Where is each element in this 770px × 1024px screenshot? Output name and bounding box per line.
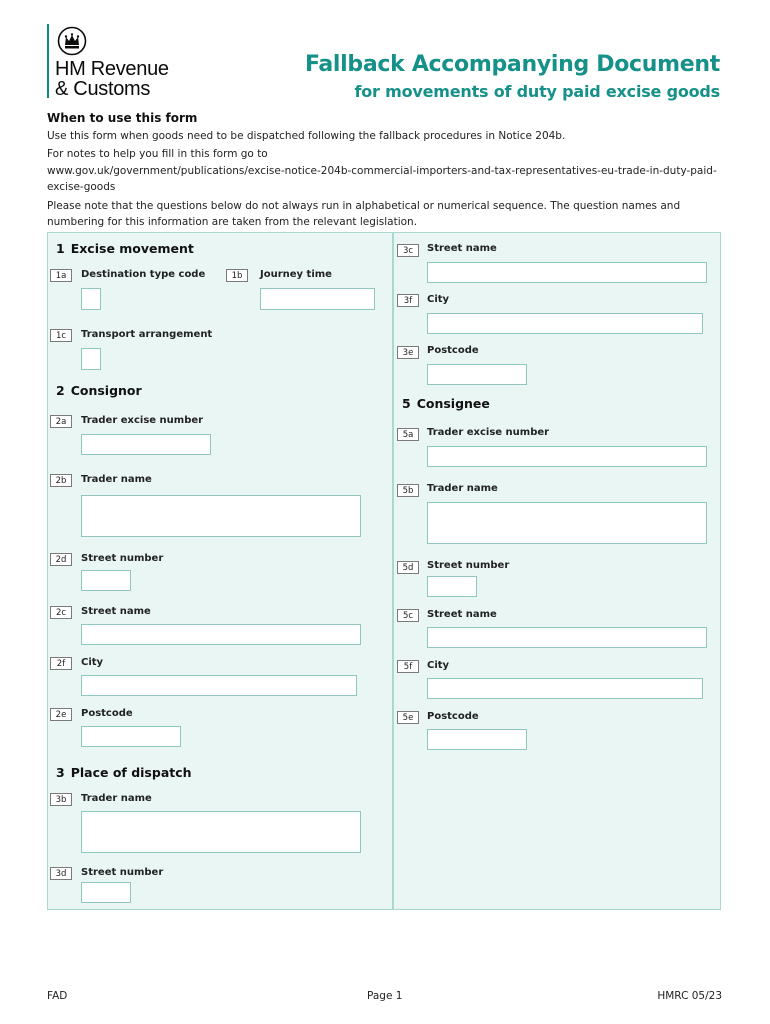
consignor-street-name-field[interactable] [81,624,361,645]
question-label-1b: Journey time [260,269,332,280]
question-label-5c: Street name [427,609,497,620]
question-number-5f: 5f [397,660,419,673]
question-label-3e: Postcode [427,345,479,356]
consignor-excise-number-field[interactable] [81,434,211,455]
section-number: 3 [56,765,65,780]
question-label-2c: Street name [81,606,151,617]
column-divider [392,232,394,910]
section-title: Consignor [70,383,142,398]
logo-bar [47,24,49,98]
question-number-1a: 1a [50,269,72,282]
consignee-street-number-field[interactable] [427,576,477,597]
question-number-5c: 5c [397,609,419,622]
dispatch-street-number-field[interactable] [81,882,131,903]
logo-text [55,59,169,99]
question-label-5a: Trader excise number [427,427,550,438]
form-title: Fallback Accompanying Document [304,52,720,77]
section-excise-movement [56,241,194,256]
question-label-3d: Street number [81,867,164,878]
intro-section [47,110,727,233]
question-label-2d: Street number [81,553,164,564]
question-number-3d: 3d [50,867,72,880]
question-number-1b: 1b [226,269,248,282]
footer-form-code: FAD [47,990,68,1002]
consignor-street-number-field[interactable] [81,570,131,591]
question-label-5d: Street number [427,560,510,571]
logo-line-1: HM Revenue [55,58,169,80]
consignee-excise-number-field[interactable] [427,446,707,467]
question-number-2d: 2d [50,553,72,566]
dispatch-city-field[interactable] [427,313,703,334]
question-label-5f: City [427,660,450,671]
logo-line-2: & Customs [55,78,151,100]
consignee-trader-name-field[interactable] [427,502,707,544]
question-number-3f: 3f [397,294,419,307]
footer-page-number: Page 1 [367,990,403,1002]
question-number-1c: 1c [50,329,72,342]
consignee-street-name-field[interactable] [427,627,707,648]
question-number-2e: 2e [50,708,72,721]
question-number-5d: 5d [397,561,419,574]
question-label-5b: Trader name [427,483,498,494]
section-place-of-dispatch [56,765,192,780]
intro-heading: When to use this form [47,111,198,125]
question-number-2c: 2c [50,606,72,619]
intro-paragraph-2: For notes to help you fill in this form go to [47,148,268,160]
question-number-3c: 3c [397,244,419,257]
destination-type-code-field[interactable] [81,288,101,310]
dispatch-postcode-field[interactable] [427,364,527,385]
dispatch-street-name-field[interactable] [427,262,707,283]
question-label-2e: Postcode [81,708,133,719]
question-label-3b: Trader name [81,793,152,804]
section-title: Consignee [416,396,490,411]
intro-paragraph-1: Use this form when goods need to be dispatched following the fallback procedures in Notice 204b. [47,129,566,142]
consignor-postcode-field[interactable] [81,726,181,747]
journey-time-field[interactable] [260,288,375,310]
question-number-5b: 5b [397,484,419,497]
form-subtitle: for movements of duty paid excise goods [354,82,720,101]
section-number: 1 [56,241,65,256]
section-title: Excise movement [70,241,194,256]
question-label-5e: Postcode [427,711,479,722]
guidance-link[interactable]: www.gov.uk/government/publications/excise-notice-204b-commercial-importers-and-tax-representatives-eu-trade-in-duty-paid-excise-goods [47,164,717,193]
intro-paragraph-3: Please note that the questions below do not always run in alphabetical or numerical sequence. The question names and numbering for this information are taken from the relevant legislation. [47,199,681,228]
section-consignee [402,396,490,411]
question-label-2b: Trader name [81,474,152,485]
question-label-1a: Destination type code [81,269,206,280]
question-label-3c: Street name [427,243,497,254]
consignor-city-field[interactable] [81,675,357,696]
section-number: 5 [402,396,411,411]
footer-version: HMRC 05/23 [657,990,722,1002]
crown-crest-icon [57,26,87,56]
question-label-1c: Transport arrangement [81,329,213,340]
question-number-3e: 3e [397,346,419,359]
consignor-trader-name-field[interactable] [81,495,361,537]
section-consignor [56,383,142,398]
dispatch-trader-name-field[interactable] [81,811,361,853]
section-number: 2 [56,383,65,398]
transport-arrangement-field[interactable] [81,348,101,370]
question-label-3f: City [427,294,450,305]
question-number-2a: 2a [50,415,72,428]
question-number-5e: 5e [397,711,419,724]
consignee-postcode-field[interactable] [427,729,527,750]
question-number-3b: 3b [50,793,72,806]
question-number-5a: 5a [397,428,419,441]
question-number-2b: 2b [50,474,72,487]
question-label-2a: Trader excise number [81,415,204,426]
section-title: Place of dispatch [70,765,192,780]
question-label-2f: City [81,657,104,668]
question-number-2f: 2f [50,657,72,670]
consignee-city-field[interactable] [427,678,703,699]
